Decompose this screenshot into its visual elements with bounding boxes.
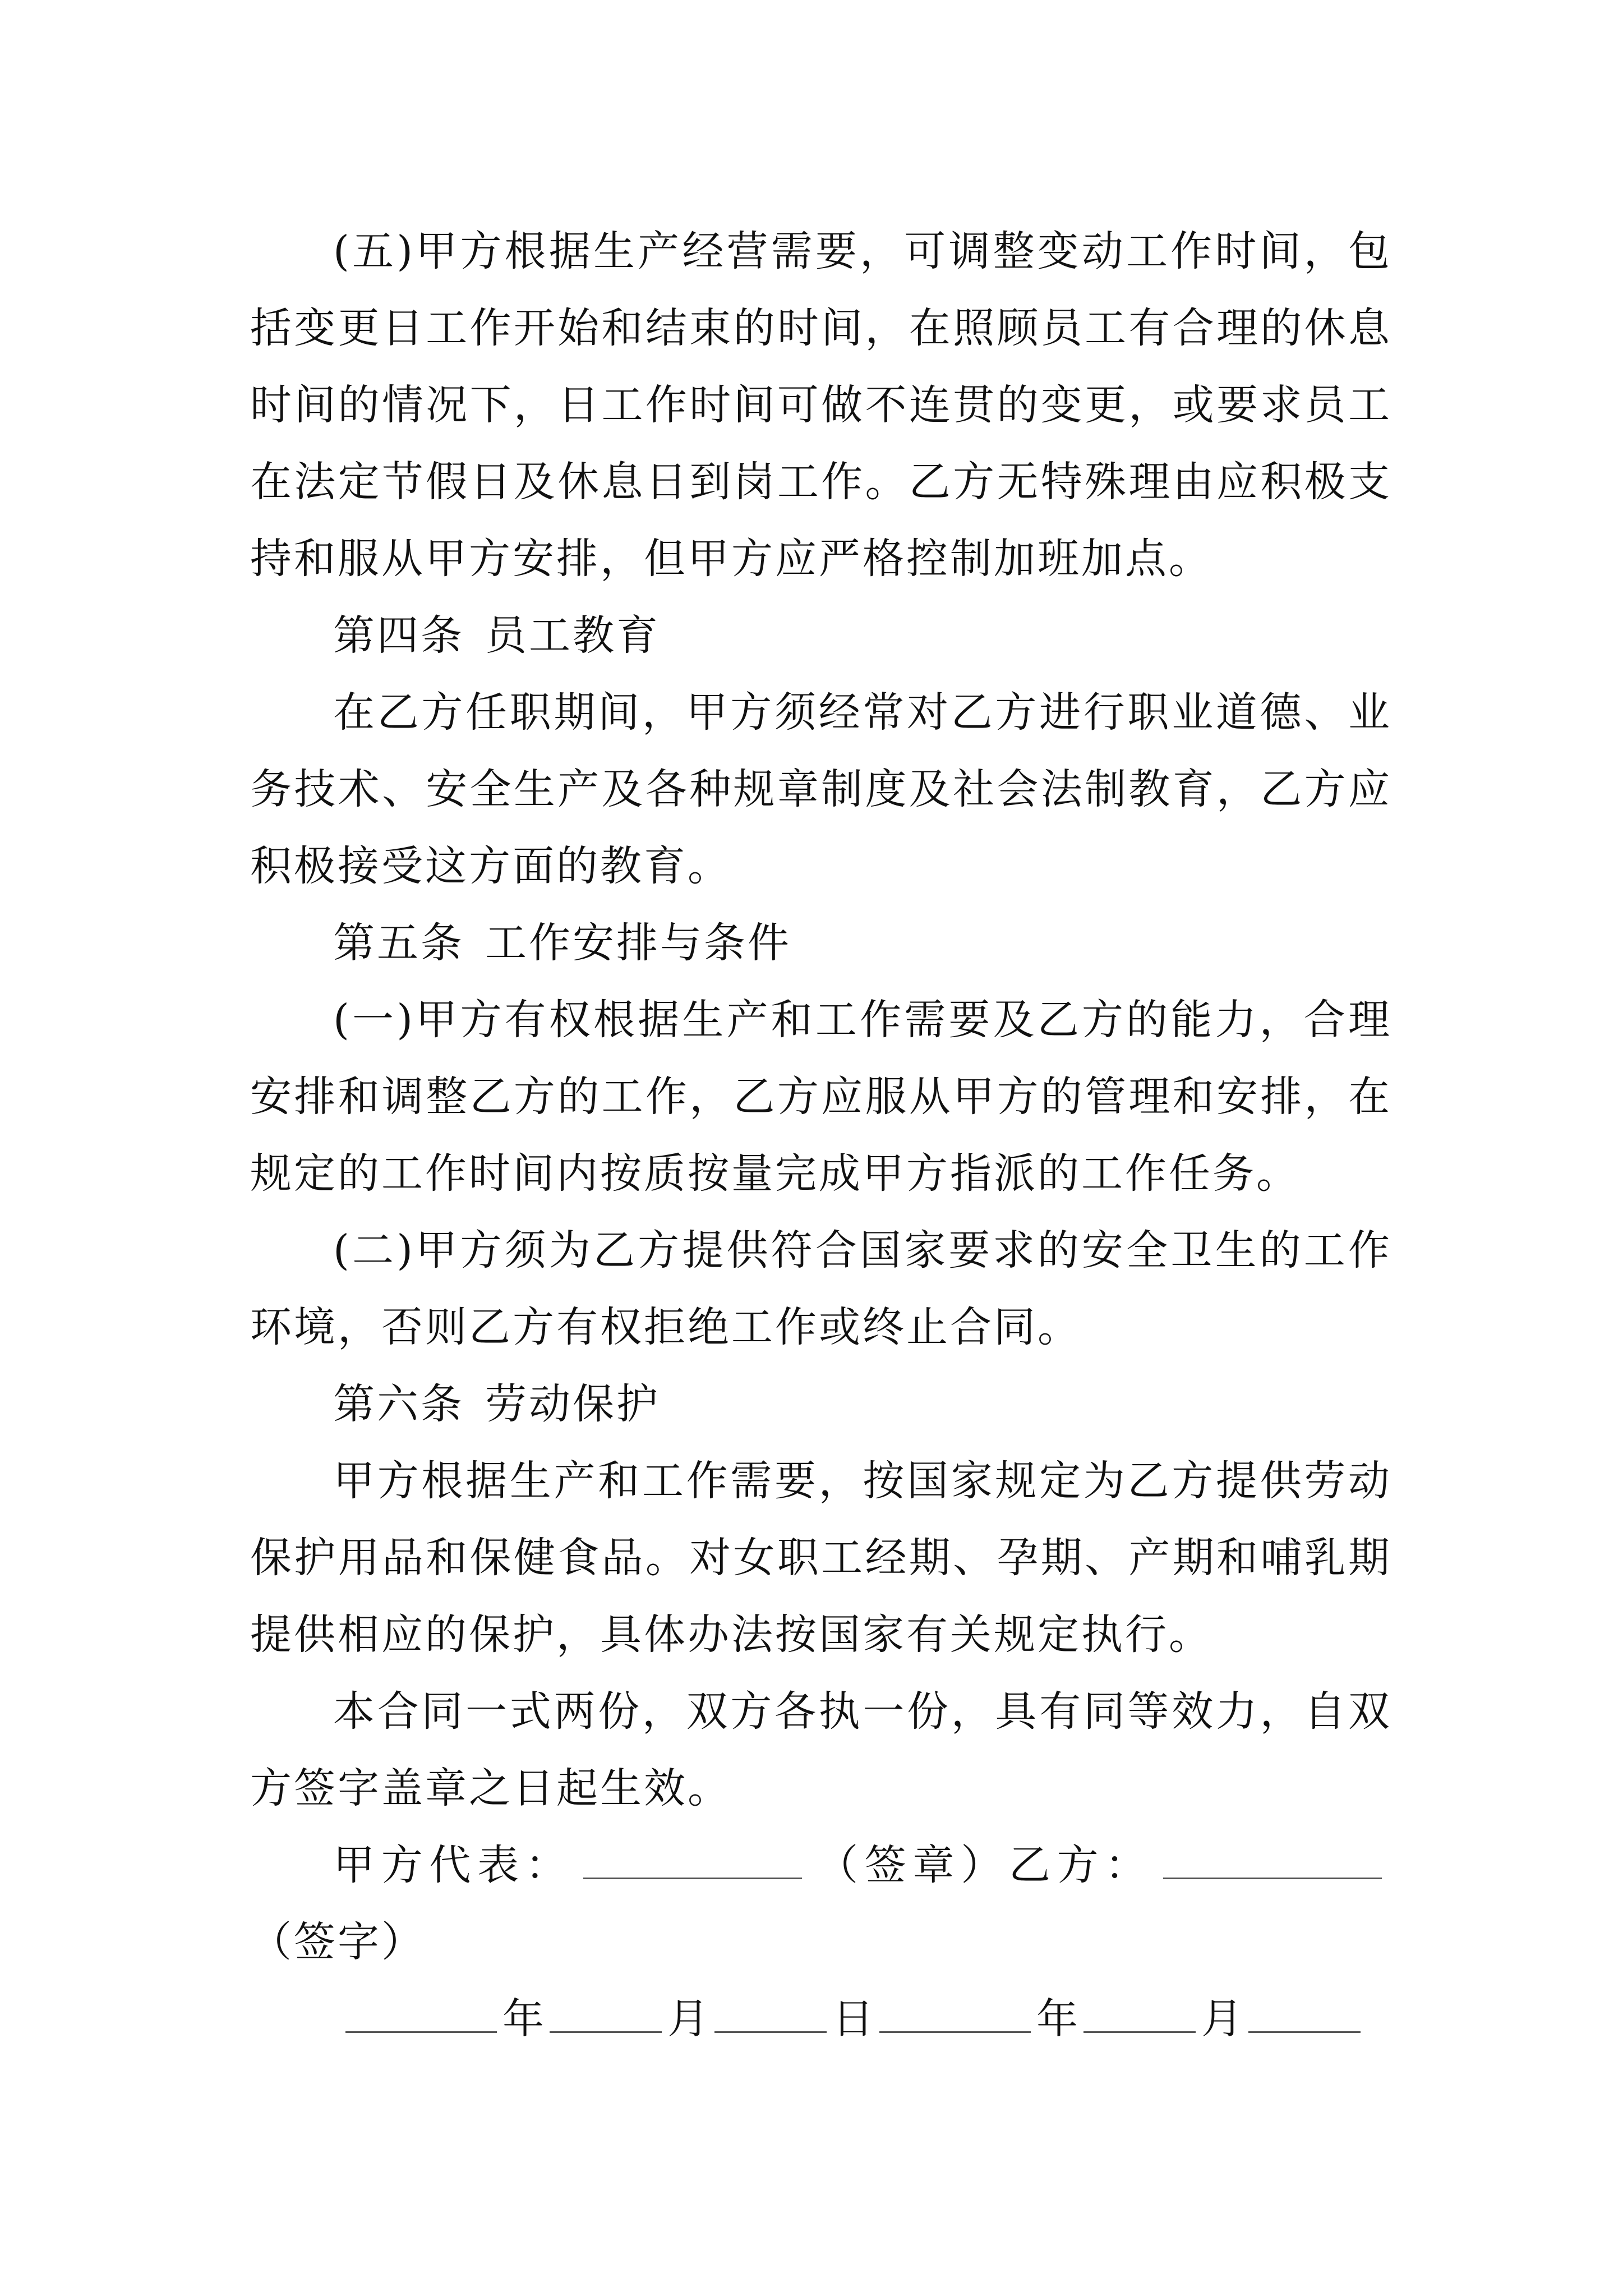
year-label-2: 年 <box>1036 1995 1078 2043</box>
party-b-year-blank[interactable] <box>879 1998 1031 2033</box>
article-5-heading <box>250 905 1392 982</box>
article-4-title: 员工教育 <box>485 611 660 660</box>
paragraph-work-time-adjustment: (五)甲方根据生产经营需要，可调整变动工作时间，包括变更日工作开始和结束的时间，在照顾员工有合理的休息时间的情况下，日工作时间可做不连贯的变更，或要求员工在法定节假日及休息日到岗工作。乙方无特殊理由应积极支持和服从甲方安排，但甲方应严格控制加班加点。 <box>250 227 1392 583</box>
month-label-2: 月 <box>1201 1995 1243 2043</box>
party-b-label: 乙方： <box>1008 1841 1154 1889</box>
party-a-day-blank[interactable] <box>714 1998 827 2033</box>
paragraph-employee-education: 在乙方任职期间，甲方须经常对乙方进行职业道德、业务技术、安全生产及各种规章制度及社会法制教育，乙方应积极接受这方面的教育。 <box>250 688 1392 890</box>
party-b-month-blank[interactable] <box>1083 1998 1196 2033</box>
month-label: 月 <box>667 1995 709 2043</box>
party-a-blank[interactable] <box>583 1844 802 1879</box>
article-6-heading <box>250 1366 1392 1443</box>
party-b-sign-label: （签字） <box>250 1918 425 1966</box>
article-5-number: 第五条 <box>333 919 464 967</box>
article-5-title: 工作安排与条件 <box>485 919 791 967</box>
party-a-seal-label: （签章） <box>812 1841 1009 1889</box>
signature-line <box>250 1827 1392 1981</box>
article-6-title: 劳动保护 <box>485 1380 660 1428</box>
article-6-number: 第六条 <box>333 1380 464 1428</box>
party-a-label: 甲方代表： <box>333 1841 574 1889</box>
party-a-year-blank[interactable] <box>345 1998 497 2033</box>
paragraph-work-environment: (二)甲方须为乙方提供符合国家要求的安全卫生的工作环境，否则乙方有权拒绝工作或终止合同。 <box>250 1226 1392 1351</box>
party-a-month-blank[interactable] <box>550 1998 662 2033</box>
party-b-day-blank[interactable] <box>1248 1998 1361 2033</box>
date-line <box>250 1981 1392 2058</box>
paragraph-work-arrangement: (一)甲方有权根据生产和工作需要及乙方的能力，合理安排和调整乙方的工作，乙方应服从甲方的管理和安排，在规定的工作时间内按质按量完成甲方指派的工作任务。 <box>250 996 1392 1198</box>
paragraph-labor-protection: 甲方根据生产和工作需要，按国家规定为乙方提供劳动保护用品和保健食品。对女职工经期、孕期、产期和哺乳期提供相应的保护，具体办法按国家有关规定执行。 <box>250 1457 1392 1659</box>
party-b-blank[interactable] <box>1163 1844 1382 1879</box>
article-4-number: 第四条 <box>333 611 464 660</box>
document-page <box>250 213 1392 2058</box>
year-label: 年 <box>502 1995 544 2043</box>
day-label: 日 <box>832 1995 874 2043</box>
paragraph-contract-copies: 本合同一式两份，双方各执一份，具有同等效力，自双方签字盖章之日起生效。 <box>250 1687 1392 1812</box>
article-4-heading <box>250 597 1392 674</box>
